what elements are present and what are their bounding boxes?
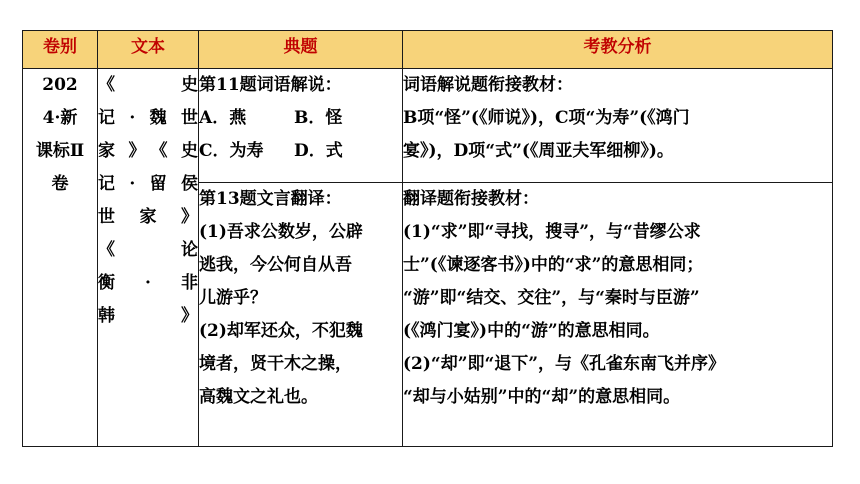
header-text: 文本 (98, 31, 199, 69)
analysis-line: “却与小姑别”中的“却”的意思相同。 (403, 387, 681, 407)
exam-analysis-table (22, 30, 833, 447)
analysis-line: (2)“却”即“退下”，与《孔雀东南飞并序》 (403, 354, 726, 374)
options-row (199, 102, 402, 135)
question-line: 逃我，今公何自从吾 (199, 255, 352, 275)
analysis-line: (《鸿门宴》)中的“游”的意思相同。 (403, 321, 660, 341)
table-row (23, 69, 833, 183)
text-line: 记·留侯 (98, 174, 198, 194)
question-line: 第13题文言翻译： (199, 189, 342, 209)
question-line: (2)却军还众，不犯魏 (199, 321, 363, 341)
option-d: D．式 (294, 141, 343, 161)
question-line: 儿游乎？ (199, 288, 267, 308)
text-line: 家》《史 (98, 141, 198, 161)
question-cell-1 (199, 69, 403, 183)
question-line: 境者，贤干木之操， (199, 354, 352, 374)
volume-cell (23, 69, 98, 447)
text-line: 衡 · 非 (98, 273, 198, 293)
option-b: B．怪 (294, 108, 343, 128)
header-analysis: 考教分析 (403, 31, 833, 69)
volume-line: 4·新 (42, 108, 78, 128)
analysis-line: (1)“求”即“寻找，搜寻”，与“昔缪公求 (403, 222, 701, 242)
analysis-line: 士”(《谏逐客书》)中的“求”的意思相同； (403, 255, 704, 275)
header-row (23, 31, 833, 69)
question-line: 高魏文之礼也。 (199, 387, 318, 407)
option-a: A．燕 (199, 108, 247, 128)
analysis-line: “游”即“结交、交往”，与“秦时与臣游” (403, 288, 700, 308)
analysis-line: 翻译题衔接教材： (403, 189, 539, 209)
text-line: 记·魏世 (98, 108, 198, 128)
header-question: 典题 (199, 31, 403, 69)
text-cell (98, 69, 199, 447)
options-row (199, 135, 402, 168)
text-line: 《 史 (98, 75, 198, 95)
volume-line: 卷 (51, 174, 69, 194)
question-cell-2 (199, 183, 403, 447)
option-c: C．为寿 (199, 141, 264, 161)
text-line: 世 家 》 (98, 207, 198, 227)
header-volume: 卷别 (23, 31, 98, 69)
analysis-cell-2 (403, 183, 833, 447)
text-line: 韩》 (98, 306, 198, 326)
volume-line: 202 (42, 75, 78, 95)
volume-line: 课标Ⅱ (35, 141, 85, 161)
analysis-line: 宴》)，D项“式”(《周亚夫军细柳》)。 (403, 141, 674, 161)
analysis-line: 词语解说题衔接教材： (403, 75, 573, 95)
question-line: (1)吾求公数岁，公辟 (199, 222, 363, 242)
analysis-cell-1 (403, 69, 833, 183)
text-line: 《 论 (98, 240, 198, 260)
analysis-line: B项“怪”(《师说》)，C项“为寿”(《鸿门 (403, 108, 690, 128)
question-title: 第11题词语解说： (199, 75, 342, 95)
